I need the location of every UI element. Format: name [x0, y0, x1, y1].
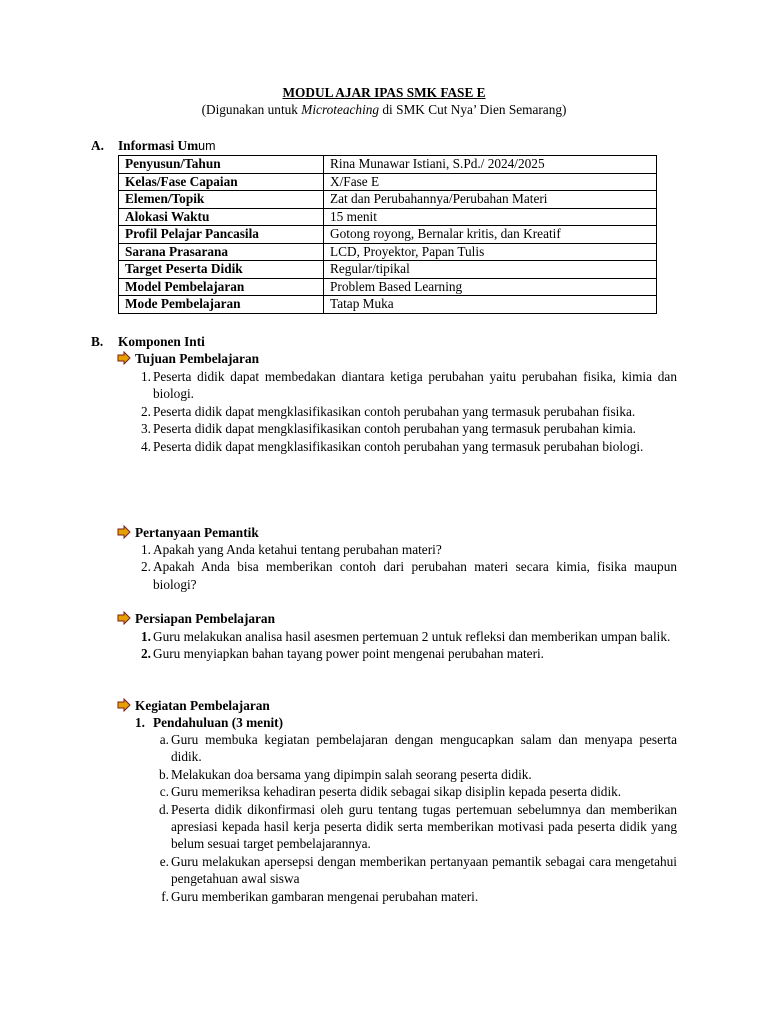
list-item	[141, 438, 677, 455]
list-item-text: Guru melakukan apersepsi dengan memberikan pertanyaan pemantik sebagai cara mengetahui pengetahuan awal siswa	[171, 853, 677, 887]
list-item	[161, 888, 677, 905]
info-table-row	[119, 156, 657, 174]
arrow-bullet-icon	[117, 698, 131, 712]
pendahuluan-number: 1.	[135, 715, 145, 730]
info-value-cell: Zat dan Perubahannya/Perubahan Materi	[324, 191, 657, 209]
tujuan-heading	[117, 350, 259, 367]
info-value-cell: Rina Munawar Istiani, S.Pd./ 2024/2025	[324, 156, 657, 174]
kegiatan-heading	[117, 697, 270, 714]
info-value-cell: Tatap Muka	[324, 296, 657, 314]
persiapan-heading-text: Persiapan Pembelajaran	[135, 611, 275, 626]
pendahuluan-list	[159, 731, 677, 905]
list-item-text: Guru memeriksa kehadiran peserta didik sebagai sikap disiplin kepada peserta didik.	[171, 784, 622, 800]
info-table-row	[119, 226, 657, 244]
list-item-number: 1.	[141, 369, 151, 384]
list-item-text: Apakah Anda bisa memberikan contoh dari perubahan materi secara kimia, fisika maupun biologi?	[153, 559, 677, 592]
subtitle-italic: Microteaching	[301, 102, 380, 117]
list-item-text: Melakukan doa bersama yang dipimpin salah seorang peserta didik.	[171, 766, 532, 782]
list-item-number: c.	[159, 784, 169, 800]
section-a-letter: A.	[91, 138, 104, 153]
info-value-cell: Gotong royong, Bernalar kritis, dan Kreatif	[324, 226, 657, 244]
list-item	[141, 541, 677, 558]
info-value-cell: Regular/tipikal	[324, 261, 657, 279]
list-item-text: Guru membuka kegiatan pembelajaran dengan mengucapkan salam dan menyapa peserta didik.	[171, 732, 677, 765]
info-table-row	[119, 296, 657, 314]
list-item-number: f.	[161, 888, 169, 904]
info-value-cell: Problem Based Learning	[324, 278, 657, 296]
info-key-cell: Alokasi Waktu	[119, 208, 324, 226]
list-item-number: e.	[159, 853, 169, 869]
section-a-heading	[91, 137, 216, 155]
list-item-number: 2.	[141, 559, 151, 575]
pemantik-heading	[117, 524, 259, 541]
pemantik-heading-text: Pertanyaan Pemantik	[135, 525, 259, 540]
info-key-cell: Kelas/Fase Capaian	[119, 173, 324, 191]
info-value-cell: LCD, Proyektor, Papan Tulis	[324, 243, 657, 261]
list-item	[159, 853, 677, 888]
tujuan-list	[141, 368, 677, 455]
info-key-cell: Sarana Prasarana	[119, 243, 324, 261]
list-item-text: Peserta didik dapat mengklasifikasikan contoh perubahan yang termasuk perubahan biologi.	[153, 438, 644, 454]
section-b-title: Komponen Inti	[118, 334, 205, 349]
list-item-text: Peserta didik dapat membedakan diantara ketiga perubahan yaitu perubahan fisika, kimia dan biologi.	[153, 369, 677, 402]
section-b-letter: B.	[91, 334, 104, 349]
list-item-number: a.	[159, 732, 169, 747]
list-item-number: 4.	[141, 438, 151, 454]
list-item-text: Guru memberikan gambaran mengenai perubahan materi.	[171, 888, 479, 904]
info-table-row	[119, 243, 657, 261]
list-item-text: Guru menyiapkan bahan tayang power point mengenai perubahan materi.	[153, 646, 545, 662]
arrow-bullet-icon	[117, 351, 131, 365]
subtitle-text-pre: (Digunakan untuk	[201, 102, 302, 117]
list-item	[159, 783, 677, 800]
info-key-cell: Model Pembelajaran	[119, 278, 324, 296]
list-item-text: Peserta didik dikonfirmasi oleh guru tentang tugas pertemuan sebelumnya dan memberikan apresiasi kepada hasil kerja peserta didik serta memberikan motivasi pada peserta didik yang belum sesuai target pembelajarannya.	[171, 801, 677, 852]
list-item-number: d.	[159, 801, 169, 817]
list-item	[159, 766, 677, 783]
list-item	[141, 558, 677, 593]
pendahuluan-title: Pendahuluan (3 menit)	[153, 715, 284, 730]
list-item-text: Guru melakukan analisa hasil asesmen pertemuan 2 untuk refleksi dan memberikan umpan balik.	[153, 629, 671, 644]
info-key-cell: Profil Pelajar Pancasila	[119, 226, 324, 244]
list-item	[141, 420, 677, 437]
pendahuluan-heading	[135, 714, 283, 731]
kegiatan-heading-text: Kegiatan Pembelajaran	[135, 698, 270, 713]
info-key-cell: Mode Pembelajaran	[119, 296, 324, 314]
info-value-cell: 15 menit	[324, 208, 657, 226]
info-key-cell: Penyusun/Tahun	[119, 156, 324, 174]
info-table-row	[119, 173, 657, 191]
list-item-number: b.	[159, 766, 169, 782]
list-item	[141, 368, 677, 403]
tujuan-heading-text: Tujuan Pembelajaran	[135, 351, 259, 366]
info-key-cell: Target Peserta Didik	[119, 261, 324, 279]
pemantik-list	[141, 541, 677, 593]
subtitle-text-post: di SMK Cut Nya’ Dien Semarang)	[379, 102, 567, 117]
list-item-text: Peserta didik dapat mengklasifikasikan contoh perubahan yang termasuk perubahan fisika.	[153, 403, 636, 419]
info-table-row	[119, 278, 657, 296]
list-item-number: 3.	[141, 421, 151, 437]
info-key-cell: Elemen/Topik	[119, 191, 324, 209]
document-title: MODUL AJAR IPAS SMK FASE E	[282, 85, 486, 100]
list-item-text: Apakah yang Anda ketahui tentang perubahan materi?	[153, 542, 442, 557]
list-item	[159, 801, 677, 853]
list-item	[141, 628, 677, 645]
list-item-number: 1.	[141, 629, 151, 644]
info-table-row	[119, 261, 657, 279]
info-table-row	[119, 208, 657, 226]
info-table-row	[119, 191, 657, 209]
list-item-text: Peserta didik dapat mengklasifikasikan contoh perubahan yang termasuk perubahan kimia.	[153, 421, 636, 437]
section-a-title: Informasi Um	[118, 138, 199, 153]
list-item	[141, 403, 677, 420]
list-item-number: 1.	[141, 542, 151, 557]
info-table	[118, 155, 657, 314]
list-item	[159, 731, 677, 766]
persiapan-heading	[117, 610, 275, 627]
arrow-bullet-icon	[117, 525, 131, 539]
section-b-heading	[91, 333, 205, 350]
list-item-number: 2.	[141, 646, 151, 662]
list-item	[141, 645, 677, 662]
document-subtitle	[0, 101, 768, 118]
persiapan-list	[141, 628, 677, 663]
info-value-cell: X/Fase E	[324, 173, 657, 191]
arrow-bullet-icon	[117, 611, 131, 625]
list-item-number: 2.	[141, 403, 151, 419]
section-a-title-tail: um	[198, 139, 216, 153]
